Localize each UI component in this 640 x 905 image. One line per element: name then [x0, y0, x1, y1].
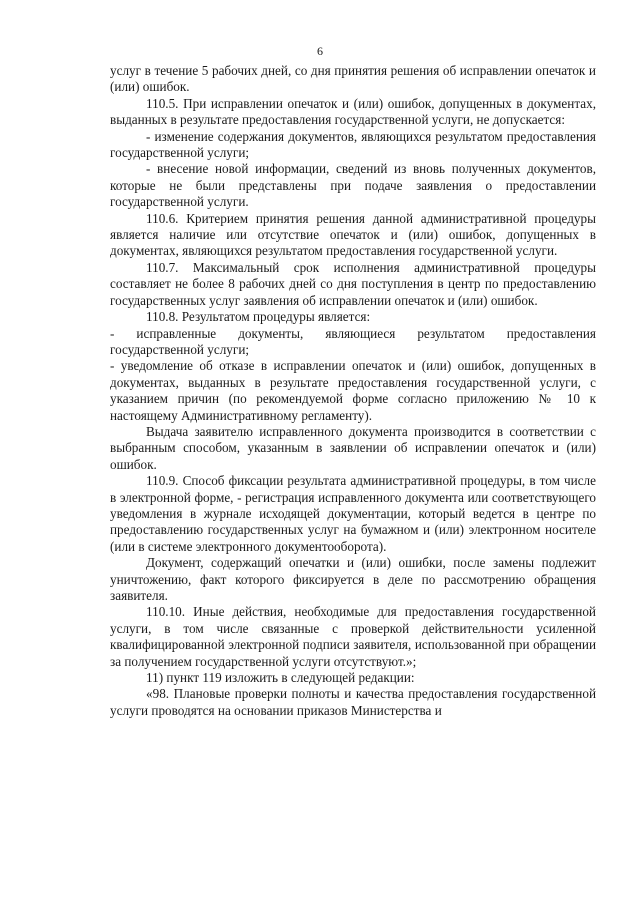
paragraph: 110.5. При исправлении опечаток и (или) ошибок, допущенных в документах, выданных в результате предоставления государственной услуги, не допускается:	[110, 95, 596, 128]
paragraph: 110.6. Критерием принятия решения данной административной процедуры является наличие или отсутствие опечаток и (или) ошибок, допущенных в документах, являющихся результатом предоставления государственной услуги.	[110, 210, 596, 259]
paragraph: 110.8. Результатом процедуры является:	[146, 309, 371, 325]
paragraph: - уведомление об отказе в исправлении опечаток и (или) ошибок, допущенных в документах, выданных в результате предоставления государственной услуги, с указанием причин (по рекомендуемой форме согласно приложению № 10 к настоящему Административному регламенту).	[110, 358, 596, 423]
paragraph: 11) пункт 119 изложить в следующей редакции:	[146, 670, 415, 686]
page-number: 6	[317, 44, 323, 58]
paragraph: «98. Плановые проверки полноты и качества предоставления государственной услуги проводятся на основании приказов Министерства и	[110, 686, 596, 718]
paragraph: 110.9. Способ фиксации результата административной процедуры, в том числе в электронной форме, - регистрация исправленного документа или соответствующего уведомления в журнале исходящей документации, который ведется в центре по предоставлению государственных услуг на бумажном и (или) электронном носителе (или в системе электронного документооборота).	[110, 473, 596, 554]
paragraph: 110.7. Максимальный срок исполнения административной процедуры составляет не более 8 рабочих дней со дня поступления в центр по предоставлению государственных услуг заявления об исправлении опечаток и (или) ошибок.	[110, 259, 596, 308]
document-body	[110, 63, 596, 719]
paragraph: - исправленные документы, являющиеся результатом предоставления государственной услуги;	[110, 325, 596, 357]
paragraph: услуг в течение 5 рабочих дней, со дня принятия решения об исправлении опечаток и (или) ошибок.	[110, 63, 596, 95]
paragraph: - внесение новой информации, сведений из вновь полученных документов, которые не были представлены при подаче заявления о предоставлении государственной услуги.	[110, 161, 596, 210]
paragraph: Документ, содержащий опечатки и (или) ошибки, после замены подлежит уничтожению, факт которого фиксируется в деле по рассмотрению обращения заявителя.	[110, 555, 596, 603]
paragraph: 110.10. Иные действия, необходимые для предоставления государственной услуги, в том числе связанные с проверкой действительности усиленной квалифицированной электронной подписи заявителя, использованной при обращении за получением государственной услуги отсутствуют.»;	[110, 604, 596, 669]
paragraph: Выдача заявителю исправленного документа производится в соответствии с выбранным способом, указанным в заявлении об исправлении опечаток и (или) ошибок.	[110, 423, 596, 472]
paragraph: - изменение содержания документов, являющихся результатом предоставления государственной услуги;	[110, 128, 596, 161]
